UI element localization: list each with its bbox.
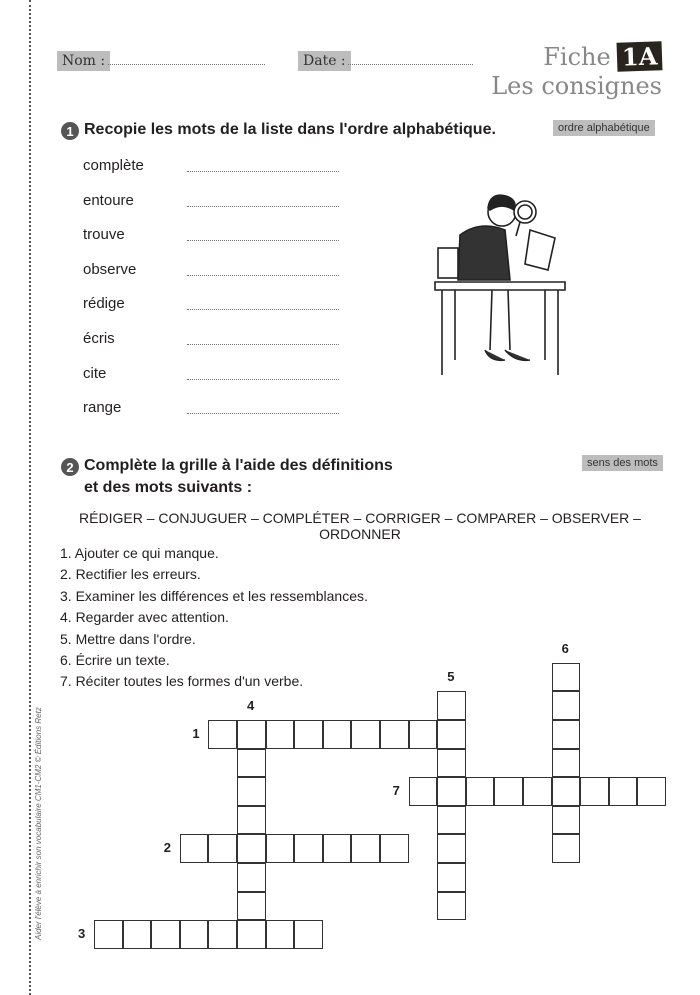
clue-number: 7 [392,783,400,799]
crossword-cell[interactable] [94,920,123,949]
crossword-cell[interactable] [266,920,295,949]
crossword-cell[interactable] [494,777,523,806]
exercise-1-instruction: Recopie les mots de la liste dans l'ordre alphabétique. [84,121,496,138]
clue-number: 1 [192,726,200,741]
crossword-cell[interactable] [580,777,609,806]
answer-line[interactable] [187,275,339,276]
crossword-cell[interactable] [351,720,380,749]
definition-item: 4. Regarder avec attention. [60,609,229,626]
crossword-cell[interactable] [552,777,581,806]
crossword-cell[interactable] [208,834,237,863]
word-item: cite [83,364,107,382]
crossword-cell[interactable] [294,834,323,863]
date-label: Date : [298,51,351,71]
crossword-cell[interactable] [552,749,581,778]
crossword-cell[interactable] [266,834,295,863]
crossword-cell[interactable] [409,777,438,806]
crossword-cell[interactable] [351,834,380,863]
crossword-cell[interactable] [437,892,466,921]
exercise-number: 2 [61,458,79,476]
answer-line[interactable] [187,309,339,310]
crossword-cell[interactable] [380,834,409,863]
crossword-cell[interactable] [237,720,266,749]
definition-item: 1. Ajouter ce qui manque. [60,545,219,561]
crossword-cell[interactable] [437,863,466,892]
crossword-cell[interactable] [552,834,581,863]
crossword-cell[interactable] [409,720,438,749]
name-field[interactable] [108,64,265,65]
crossword-cell[interactable] [237,892,266,921]
crossword-cell[interactable] [437,834,466,863]
definition-item: 3. Examiner les différences et les ressemblances. [60,587,368,604]
exercise-1-tag: ordre alphabétique [553,120,655,136]
crossword-cell[interactable] [208,920,237,949]
clue-number: 4 [247,698,255,713]
answer-line[interactable] [187,206,339,207]
exercise-2-tag: sens des mots [582,455,663,471]
crossword-cell[interactable] [323,834,352,863]
boy-with-magnifier-illustration [430,190,570,380]
crossword-cell[interactable] [237,777,266,806]
cut-line [29,0,31,995]
exercise-2-instruction-line2: et des mots suivants : [84,479,253,496]
crossword-cell[interactable] [437,691,466,720]
crossword-cell[interactable] [294,920,323,949]
word-item: rédige [83,295,125,313]
clue-number: 3 [78,926,86,942]
fiche-label: Fiche [543,42,611,71]
word-item: range [83,399,122,417]
fiche-badge: 1A [616,41,662,72]
crossword-cell[interactable] [552,806,581,835]
crossword-cell[interactable] [437,806,466,835]
exercise-number: 1 [61,122,79,140]
crossword-cell[interactable] [237,749,266,778]
crossword-cell[interactable] [552,720,581,749]
fiche-title [543,42,662,71]
definition-item: 5. Mettre dans l'ordre. [60,630,196,647]
word-item: entoure [83,191,134,209]
crossword-cell[interactable] [437,777,466,806]
word-item: observe [83,260,137,278]
clue-number: 2 [163,840,172,856]
crossword-cell[interactable] [294,720,323,749]
crossword-cell[interactable] [437,749,466,778]
clue-number: 6 [561,640,569,656]
crossword-cell[interactable] [266,720,295,749]
answer-line[interactable] [187,379,339,380]
crossword-cell[interactable] [208,720,237,749]
word-item: trouve [83,226,125,244]
crossword-cell[interactable] [523,777,552,806]
definition-item: 2. Rectifier les erreurs. [60,566,201,583]
name-label: Nom : [57,51,110,71]
answer-line[interactable] [187,171,339,172]
crossword-cell[interactable] [437,720,466,749]
answer-line[interactable] [187,240,339,241]
crossword-cell[interactable] [151,920,180,949]
definition-item: 6. Écrire un texte. [60,652,170,668]
date-field[interactable] [348,64,473,65]
page-title: Les consignes [491,72,662,100]
crossword-cell[interactable] [466,777,495,806]
crossword-cell[interactable] [323,720,352,749]
crossword-cell[interactable] [237,920,266,949]
copyright-text: Aider l'élève à enrichir son vocabulaire CM1-CM2 © Éditions Retz [34,707,43,940]
crossword-cell[interactable] [380,720,409,749]
crossword-cell[interactable] [637,777,666,806]
crossword-cell[interactable] [609,777,638,806]
crossword-cell[interactable] [180,920,209,949]
answer-line[interactable] [187,413,339,414]
definition-item: 7. Réciter toutes les formes d'un verbe. [60,673,304,690]
word-item: écris [83,330,115,347]
exercise-2-instruction-line1: Complète la grille à l'aide des définitions [84,457,393,474]
word-item: complète [83,157,144,174]
crossword-cell[interactable] [552,663,581,692]
crossword-cell[interactable] [123,920,152,949]
answer-line[interactable] [187,344,339,345]
crossword-cell[interactable] [237,863,266,892]
crossword-cell[interactable] [180,834,209,863]
word-list: RÉDIGER – CONJUGUER – COMPLÉTER – CORRIGER – COMPARER – OBSERVER – ORDONNER [79,510,641,542]
crossword-cell[interactable] [552,691,581,720]
crossword-cell[interactable] [237,834,266,863]
clue-number: 5 [447,669,455,685]
crossword-cell[interactable] [237,806,266,835]
